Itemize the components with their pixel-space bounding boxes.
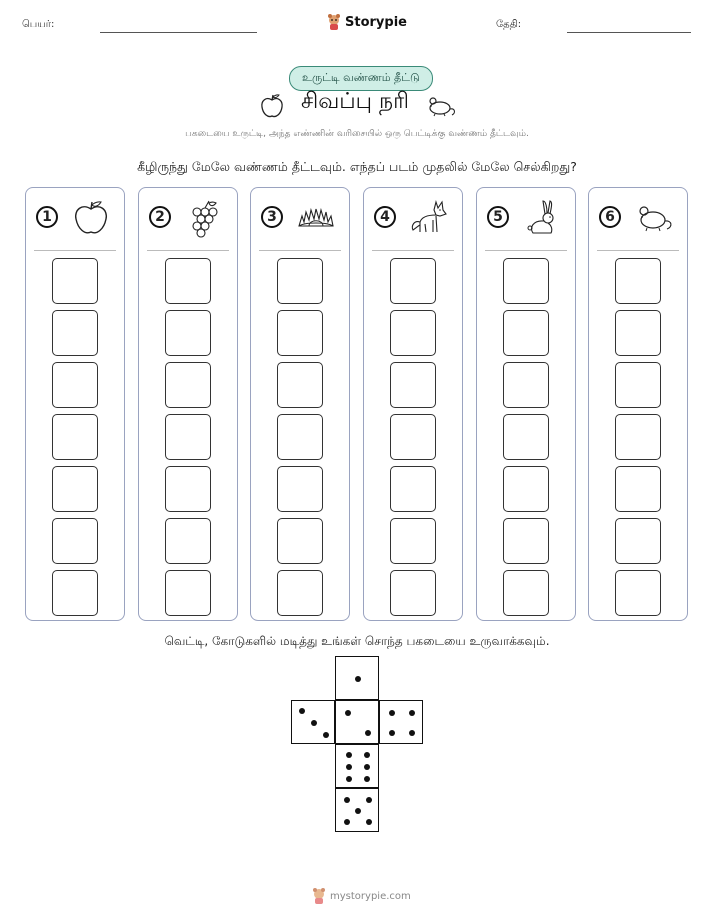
column-number: 2 bbox=[149, 206, 171, 228]
dice-pip bbox=[364, 752, 370, 758]
storypie-mascot-icon bbox=[327, 14, 341, 30]
dice-pip bbox=[299, 708, 305, 714]
date-label: தேதி: bbox=[496, 19, 522, 30]
dice-pip bbox=[323, 732, 329, 738]
color-box[interactable] bbox=[52, 362, 98, 408]
dice-face-1 bbox=[335, 656, 379, 700]
color-box[interactable] bbox=[277, 518, 323, 564]
column-number: 3 bbox=[261, 206, 283, 228]
dice-pip bbox=[346, 764, 352, 770]
dice-pip bbox=[355, 676, 361, 682]
color-box[interactable] bbox=[615, 518, 661, 564]
apple-icon bbox=[258, 92, 286, 120]
color-box[interactable] bbox=[615, 258, 661, 304]
name-label: பெயர்: bbox=[22, 19, 55, 30]
dice-pip bbox=[345, 710, 351, 716]
color-box[interactable] bbox=[503, 258, 549, 304]
dice-pip bbox=[311, 720, 317, 726]
color-box[interactable] bbox=[277, 310, 323, 356]
color-box[interactable] bbox=[615, 466, 661, 512]
color-box[interactable] bbox=[615, 310, 661, 356]
dice-column-5 bbox=[476, 187, 576, 621]
color-box[interactable] bbox=[277, 570, 323, 616]
color-box[interactable] bbox=[52, 466, 98, 512]
page-title: சிவப்பு நரி bbox=[301, 89, 409, 114]
color-box[interactable] bbox=[165, 362, 211, 408]
color-box[interactable] bbox=[390, 258, 436, 304]
column-divider bbox=[147, 250, 229, 251]
dice-column-3 bbox=[250, 187, 350, 621]
dice-face-4 bbox=[379, 700, 423, 744]
color-box[interactable] bbox=[52, 258, 98, 304]
footer-url[interactable]: mystorypie.com bbox=[330, 890, 411, 902]
dice-pip bbox=[389, 710, 395, 716]
color-box[interactable] bbox=[165, 518, 211, 564]
dice-pip bbox=[389, 730, 395, 736]
color-box[interactable] bbox=[165, 310, 211, 356]
color-box[interactable] bbox=[165, 414, 211, 460]
dice-pip bbox=[346, 776, 352, 782]
dice-pip bbox=[366, 819, 372, 825]
hedgehog-icon bbox=[295, 198, 337, 238]
dice-column-6 bbox=[588, 187, 688, 621]
color-box[interactable] bbox=[503, 466, 549, 512]
mouse-icon bbox=[633, 198, 675, 238]
color-box[interactable] bbox=[390, 570, 436, 616]
mouse-icon bbox=[426, 94, 458, 118]
color-box[interactable] bbox=[503, 362, 549, 408]
dice-pip bbox=[364, 764, 370, 770]
color-box[interactable] bbox=[390, 362, 436, 408]
dice-pip bbox=[346, 752, 352, 758]
color-box[interactable] bbox=[165, 258, 211, 304]
color-box[interactable] bbox=[390, 414, 436, 460]
dice-pip bbox=[344, 819, 350, 825]
cut-instruction: வெட்டி, கோடுகளில் மடித்து உங்கள் சொந்த பகடையை உருவாக்கவும். bbox=[164, 634, 550, 648]
color-box[interactable] bbox=[277, 258, 323, 304]
column-number: 4 bbox=[374, 206, 396, 228]
color-box[interactable] bbox=[390, 518, 436, 564]
name-line[interactable] bbox=[100, 32, 257, 33]
column-number: 6 bbox=[599, 206, 621, 228]
dice-pip bbox=[355, 808, 361, 814]
color-box[interactable] bbox=[503, 518, 549, 564]
color-box[interactable] bbox=[52, 518, 98, 564]
color-box[interactable] bbox=[615, 414, 661, 460]
grapes-icon bbox=[183, 198, 225, 238]
dice-pip bbox=[409, 730, 415, 736]
dice-pip bbox=[366, 797, 372, 803]
date-line[interactable] bbox=[567, 32, 691, 33]
logo-text: Storypie bbox=[345, 14, 407, 30]
column-divider bbox=[485, 250, 567, 251]
column-divider bbox=[597, 250, 679, 251]
column-number: 1 bbox=[36, 206, 58, 228]
color-box[interactable] bbox=[503, 310, 549, 356]
column-divider bbox=[259, 250, 341, 251]
color-box[interactable] bbox=[277, 362, 323, 408]
dice-face-2 bbox=[335, 700, 379, 744]
dice-face-6 bbox=[335, 744, 379, 788]
dice-column-1 bbox=[25, 187, 125, 621]
activity-badge: உருட்டி வண்ணம் தீட்டு bbox=[289, 66, 433, 91]
color-box[interactable] bbox=[503, 570, 549, 616]
rabbit-icon bbox=[521, 198, 563, 238]
dice-face-3 bbox=[291, 700, 335, 744]
color-box[interactable] bbox=[165, 570, 211, 616]
footer bbox=[312, 888, 411, 904]
apple-icon bbox=[70, 198, 112, 238]
column-divider bbox=[34, 250, 116, 251]
logo bbox=[327, 14, 407, 30]
dice-pip bbox=[344, 797, 350, 803]
fox-icon bbox=[408, 198, 450, 238]
color-box[interactable] bbox=[52, 414, 98, 460]
color-box[interactable] bbox=[503, 414, 549, 460]
column-number: 5 bbox=[487, 206, 509, 228]
dice-face-5 bbox=[335, 788, 379, 832]
color-box[interactable] bbox=[277, 414, 323, 460]
dice-pip bbox=[365, 730, 371, 736]
color-box[interactable] bbox=[390, 310, 436, 356]
color-box[interactable] bbox=[615, 362, 661, 408]
dice-pip bbox=[364, 776, 370, 782]
color-box[interactable] bbox=[52, 310, 98, 356]
dice-column-4 bbox=[363, 187, 463, 621]
color-box[interactable] bbox=[390, 466, 436, 512]
question-text: கீழிருந்து மேலே வண்ணம் தீட்டவும். எந்தப் படம் முதலில் மேலே செல்கிறது? bbox=[137, 159, 577, 174]
color-box[interactable] bbox=[52, 570, 98, 616]
column-divider bbox=[372, 250, 454, 251]
color-box[interactable] bbox=[277, 466, 323, 512]
dice-pip bbox=[409, 710, 415, 716]
color-box[interactable] bbox=[615, 570, 661, 616]
storypie-mascot-icon bbox=[312, 888, 326, 904]
color-box[interactable] bbox=[165, 466, 211, 512]
instructions-text: பகடையை உருட்டி, அந்த எண்ணின் வரிசையில் ஒரு பெட்டிக்கு வண்ணம் தீட்டவும். bbox=[185, 129, 529, 139]
dice-column-2 bbox=[138, 187, 238, 621]
